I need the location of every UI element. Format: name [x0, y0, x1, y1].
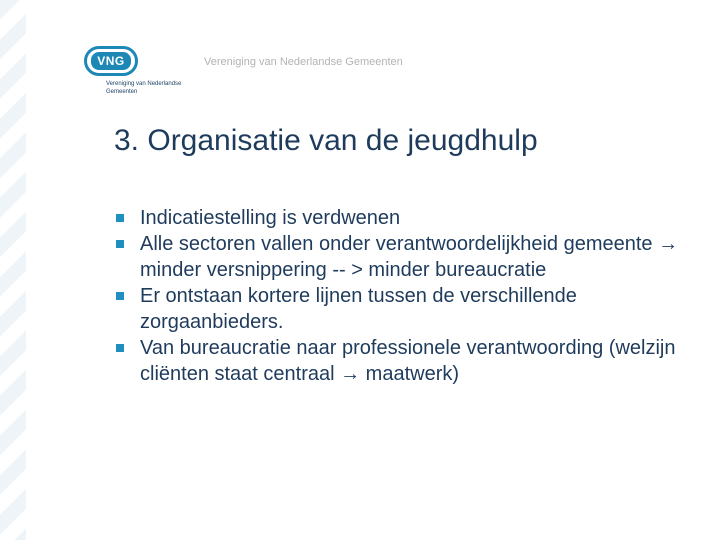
vng-logo-subtitle: Vereniging van Nederlandse Gemeenten — [106, 81, 182, 95]
bullet-list — [112, 205, 692, 387]
arrow-right-icon: → — [658, 233, 679, 255]
vng-logo-text: VNG — [91, 52, 131, 70]
vng-logo — [84, 44, 194, 100]
bullet-square-icon — [116, 344, 124, 352]
bullet-text-before: Van bureaucratie naar professionele verantwoording (welzijn cliënten staat centraal — [140, 337, 676, 385]
slide-title: 3. Organisatie van de jeugdhulp — [114, 124, 538, 157]
bullet-square-icon — [116, 292, 124, 300]
bullet-text: Indicatiestelling is verdwenen — [140, 207, 401, 229]
organization-name: Vereniging van Nederlandse Gemeenten — [204, 56, 403, 68]
decorative-side-stripe — [0, 0, 26, 540]
bullet-square-icon — [116, 240, 124, 248]
bullet-item — [112, 335, 692, 387]
bullet-item — [112, 283, 692, 335]
bullet-item — [112, 205, 692, 231]
bullet-text-before: Alle sectoren vallen onder verantwoordelijkheid gemeente — [140, 233, 659, 255]
bullet-text: Er ontstaan kortere lijnen tussen de verschillende zorgaanbieders. — [140, 285, 577, 333]
arrow-right-icon: → — [340, 363, 361, 385]
vng-logo-mark — [84, 46, 138, 76]
bullet-square-icon — [116, 214, 124, 222]
bullet-text-after: maatwerk) — [360, 363, 460, 385]
bullet-text-after: minder versnippering -- > minder bureaucratie — [140, 259, 547, 281]
bullet-item — [112, 231, 692, 283]
